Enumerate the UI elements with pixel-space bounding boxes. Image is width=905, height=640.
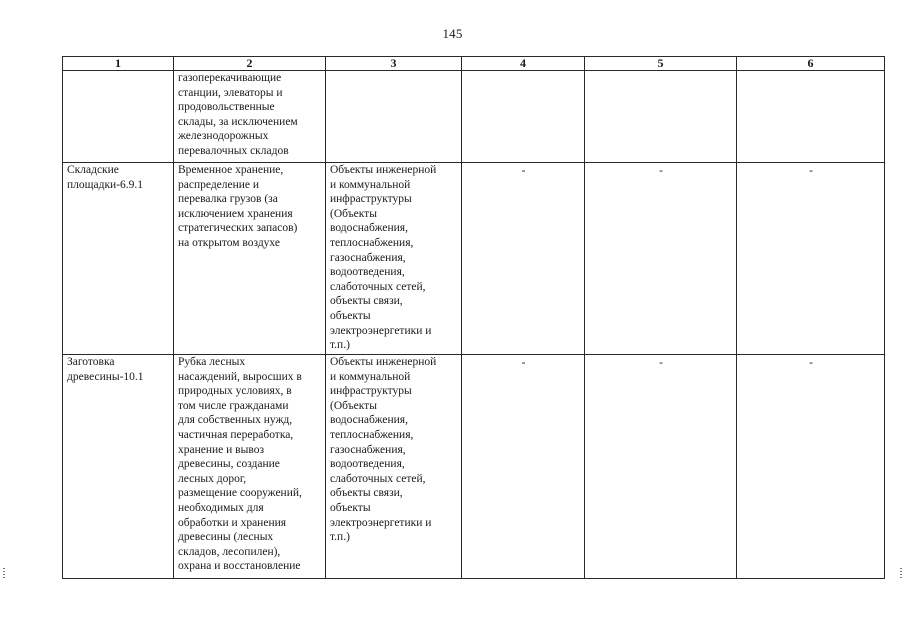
cell-text-line: объекты bbox=[330, 501, 371, 514]
table-row bbox=[63, 163, 885, 355]
cell-text-line: том числе гражданами bbox=[178, 399, 289, 412]
cell-text-line: объекты bbox=[330, 309, 371, 322]
cell-description bbox=[174, 355, 326, 579]
cell-text-line: станции, элеваторы и bbox=[178, 86, 283, 99]
cell-col-5: - bbox=[585, 355, 737, 579]
cell-text-line: древесины, создание bbox=[178, 458, 280, 471]
column-header-5: 5 bbox=[585, 57, 737, 71]
cell-text-line: электроэнергетики и bbox=[330, 516, 432, 529]
cell-text-line: частичная переработка, bbox=[178, 428, 294, 441]
cell-description bbox=[174, 71, 326, 163]
cell-text-line: насаждений, выросших в bbox=[178, 370, 302, 383]
cell-text-line: электроэнергетики и bbox=[330, 324, 432, 337]
cell-auxiliary-uses bbox=[326, 163, 462, 355]
scan-margin-mark-left bbox=[3, 568, 5, 580]
cell-text-line: Складские bbox=[67, 164, 119, 176]
cell-text-line: перевалка грузов (за bbox=[178, 193, 278, 206]
scan-margin-mark-right bbox=[900, 568, 902, 580]
cell-land-use-type bbox=[63, 163, 174, 355]
cell-text-line: древесины-10.1 bbox=[67, 370, 144, 383]
cell-text-line: необходимых для bbox=[178, 501, 264, 514]
cell-text-line: водоснабжения, bbox=[330, 414, 408, 427]
cell-text-line: водоснабжения, bbox=[330, 222, 408, 235]
cell-col-5: - bbox=[585, 163, 737, 355]
page-number: 145 bbox=[442, 26, 463, 41]
cell-text-line: газоснабжения, bbox=[330, 443, 406, 456]
cell-text-line: исключением хранения bbox=[178, 207, 293, 220]
table-row bbox=[63, 355, 885, 579]
cell-land-use-type bbox=[63, 71, 174, 163]
table-body bbox=[63, 71, 885, 579]
cell-text-line: железнодорожных bbox=[178, 130, 269, 143]
cell-text-line: газоперекачивающие bbox=[178, 72, 282, 84]
cell-col-4 bbox=[462, 71, 585, 163]
table-header-row bbox=[63, 57, 885, 71]
cell-description bbox=[174, 163, 326, 355]
cell-text-line: и коммунальной bbox=[330, 370, 411, 383]
cell-col-5 bbox=[585, 71, 737, 163]
cell-auxiliary-uses bbox=[326, 71, 462, 163]
cell-text-line: и коммунальной bbox=[330, 178, 411, 191]
cell-land-use-type bbox=[63, 355, 174, 579]
cell-text-line: склады, за исключением bbox=[178, 115, 298, 128]
cell-text-line: т.п.) bbox=[330, 531, 350, 544]
cell-col-4: - bbox=[462, 163, 585, 355]
cell-text-line: газоснабжения, bbox=[330, 251, 406, 264]
table-row bbox=[63, 71, 885, 163]
cell-text-line: объекты связи, bbox=[330, 295, 403, 308]
cell-text-line: Заготовка bbox=[67, 356, 115, 368]
column-header-1: 1 bbox=[63, 57, 174, 71]
cell-text-line: лесных дорог, bbox=[178, 472, 247, 485]
cell-auxiliary-uses bbox=[326, 355, 462, 579]
land-use-table bbox=[62, 56, 885, 579]
column-header-6: 6 bbox=[737, 57, 885, 71]
cell-text-line: природных условиях, в bbox=[178, 385, 292, 398]
cell-text-line: складов, лесопилен), bbox=[178, 545, 281, 558]
cell-text-line: распределение и bbox=[178, 178, 260, 191]
cell-col-6: - bbox=[737, 163, 885, 355]
cell-text-line: размещение сооружений, bbox=[178, 487, 302, 500]
cell-col-6: - bbox=[737, 355, 885, 579]
cell-text-line: стратегических запасов) bbox=[178, 222, 298, 235]
cell-text-line: площадки-6.9.1 bbox=[67, 178, 144, 191]
cell-text-line: для собственных нужд, bbox=[178, 414, 293, 427]
cell-text-line: инфраструктуры bbox=[330, 193, 412, 206]
cell-col-4: - bbox=[462, 355, 585, 579]
cell-text-line: обработки и хранения bbox=[178, 516, 287, 529]
cell-text-line: водоотведения, bbox=[330, 266, 405, 279]
cell-text-line: теплоснабжения, bbox=[330, 236, 414, 249]
cell-text-line: водоотведения, bbox=[330, 458, 405, 471]
cell-text-line: Рубка лесных bbox=[178, 356, 246, 368]
cell-text-line: (Объекты bbox=[330, 207, 377, 220]
column-header-4: 4 bbox=[462, 57, 585, 71]
cell-text-line: продовольственные bbox=[178, 101, 275, 114]
cell-text-line: хранение и вывоз bbox=[178, 443, 264, 456]
cell-text-line: Временное хранение, bbox=[178, 164, 284, 176]
cell-col-6 bbox=[737, 71, 885, 163]
cell-text-line: слаботочных сетей, bbox=[330, 472, 426, 485]
cell-text-line: древесины (лесных bbox=[178, 531, 274, 544]
cell-text-line: охрана и восстановление bbox=[178, 560, 301, 573]
cell-text-line: теплоснабжения, bbox=[330, 428, 414, 441]
cell-text-line: Объекты инженерной bbox=[330, 356, 437, 368]
column-header-3: 3 bbox=[326, 57, 462, 71]
cell-text-line: т.п.) bbox=[330, 339, 350, 352]
cell-text-line: слаботочных сетей, bbox=[330, 280, 426, 293]
cell-text-line: перевалочных складов bbox=[178, 144, 289, 157]
cell-text-line: (Объекты bbox=[330, 399, 377, 412]
cell-text-line: на открытом воздухе bbox=[178, 236, 280, 249]
column-header-2: 2 bbox=[174, 57, 326, 71]
cell-text-line: инфраструктуры bbox=[330, 385, 412, 398]
cell-text-line: Объекты инженерной bbox=[330, 164, 437, 176]
cell-text-line: объекты связи, bbox=[330, 487, 403, 500]
